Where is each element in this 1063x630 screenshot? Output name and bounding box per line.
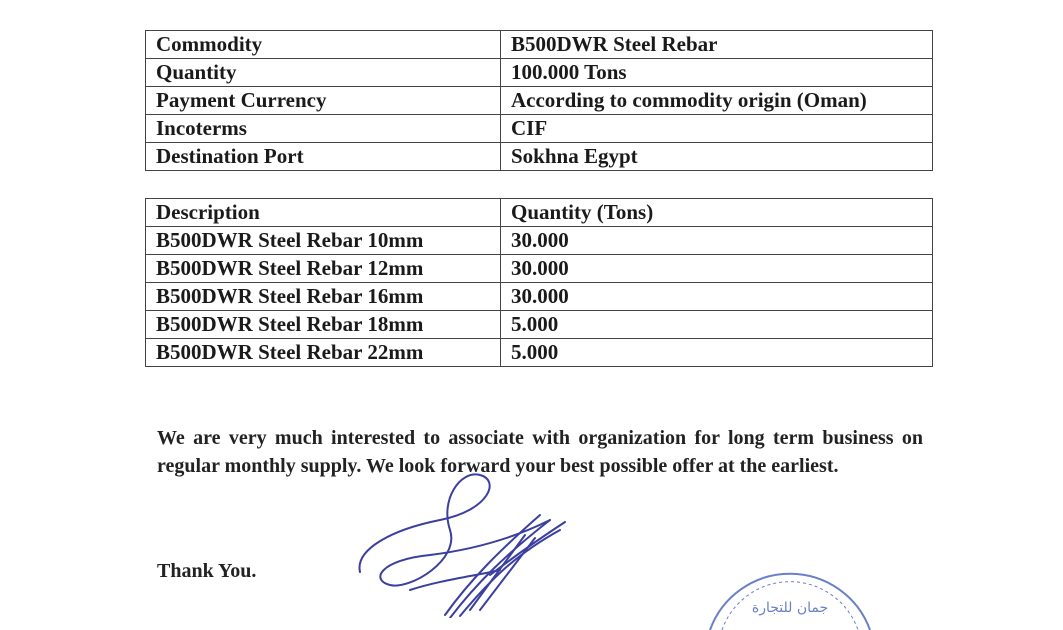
table-row — [146, 115, 933, 143]
table-row — [146, 31, 933, 59]
incoterms-value: CIF — [501, 115, 933, 143]
incoterms-label: Incoterms — [146, 115, 501, 143]
item-quantity: 5.000 — [501, 339, 933, 367]
body-paragraph: We are very much interested to associate with organization for long term business on regular monthly supply. We look forward your best possible offer at the earliest. — [157, 427, 923, 477]
table-row — [146, 87, 933, 115]
destination-port-label: Destination Port — [146, 143, 501, 171]
commodity-label: Commodity — [146, 31, 501, 59]
quantity-label: Quantity — [146, 59, 501, 87]
quantity-value: 100.000 Tons — [501, 59, 933, 87]
table-header-row — [146, 199, 933, 227]
item-quantity: 5.000 — [501, 311, 933, 339]
signature-image — [350, 460, 580, 618]
commodity-info-table — [145, 30, 933, 171]
item-quantity: 30.000 — [501, 227, 933, 255]
commodity-value: B500DWR Steel Rebar — [501, 31, 933, 59]
item-quantity: 30.000 — [501, 283, 933, 311]
item-description: B500DWR Steel Rebar 16mm — [146, 283, 501, 311]
company-stamp — [700, 570, 880, 630]
item-description: B500DWR Steel Rebar 22mm — [146, 339, 501, 367]
quantity-breakdown-table — [145, 198, 933, 367]
item-description: B500DWR Steel Rebar 10mm — [146, 227, 501, 255]
table-row — [146, 283, 933, 311]
stamp-text: جمان للتجارة — [751, 600, 829, 616]
quantity-header: Quantity (Tons) — [501, 199, 933, 227]
table-row — [146, 339, 933, 367]
closing-text: Thank You. — [157, 560, 257, 582]
table-row — [146, 143, 933, 171]
payment-currency-value: According to commodity origin (Oman) — [501, 87, 933, 115]
description-header: Description — [146, 199, 501, 227]
payment-currency-label: Payment Currency — [146, 87, 501, 115]
table-row — [146, 311, 933, 339]
cropped-top-text-line — [150, 0, 710, 4]
table-row — [146, 59, 933, 87]
destination-port-value: Sokhna Egypt — [501, 143, 933, 171]
item-description: B500DWR Steel Rebar 18mm — [146, 311, 501, 339]
table-row — [146, 227, 933, 255]
item-quantity: 30.000 — [501, 255, 933, 283]
item-description: B500DWR Steel Rebar 12mm — [146, 255, 501, 283]
table-row — [146, 255, 933, 283]
